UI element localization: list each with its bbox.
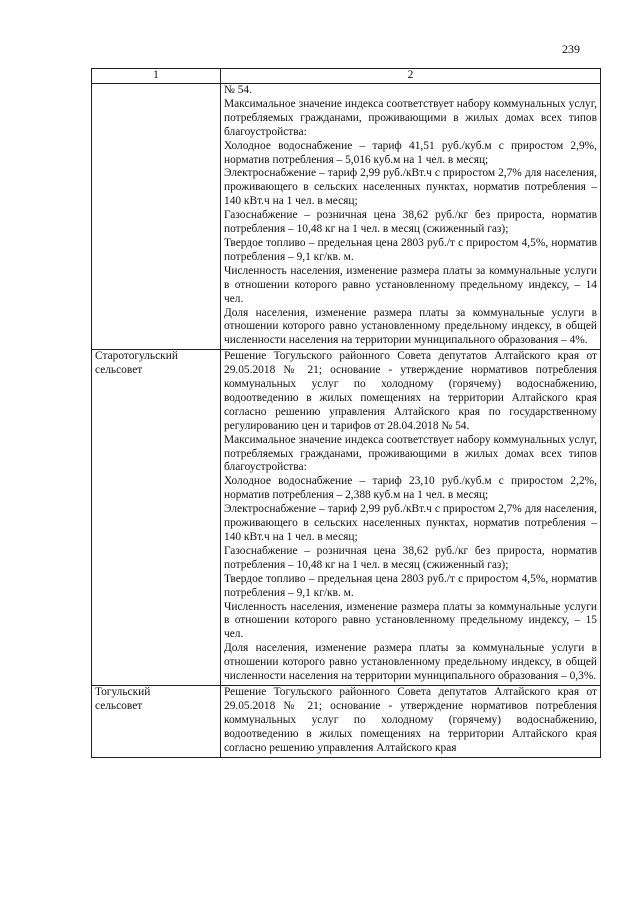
paragraph: Максимальное значение индекса соответствует набору коммунальных услуг, потребляемых гражданами, проживающими в жилых домах всех типов благоустройства:	[224, 97, 597, 138]
settlement-name: Старотогульский сельсовет	[95, 350, 178, 377]
settlement-cell	[92, 350, 221, 686]
table-row	[92, 350, 601, 686]
table-header-row	[92, 69, 601, 84]
paragraph: Численность населения, изменение размера платы за коммунальные услуги в отношении которого равно установленному предельному индексу, – 15 чел.	[224, 600, 597, 641]
settlement-cell	[92, 685, 221, 757]
page-number: 239	[562, 42, 580, 56]
paragraph: Твердое топливо – предельная цена 2803 руб./т с приростом 4,5%, норматив потребления – 9,1 кг/кв. м.	[224, 236, 597, 263]
paragraph: Газоснабжение – розничная цена 38,62 руб./кг без прироста, норматив потребления – 10,48 кг на 1 чел. в месяц (сжиженный газ);	[224, 544, 597, 571]
paragraph: Доля населения, изменение размера платы за коммунальные услуги в отношении которого равно установленному предельному индексу, в общей численности населения на территории муниципального образования – 0,3%.	[224, 642, 597, 683]
paragraph: Решение Тогульского районного Совета депутатов Алтайского края от 29.05.2018 № 21; основание - утверждение нормативов потребления коммунальных услуг по холодному (горячему) водоснабжению, водоотведению в жилых помещениях на территории Алтайского края согласно решению управления Алтайского края по государственному регулированию цен и тарифов от 28.04.2018 № 54.	[224, 350, 597, 432]
paragraph: Доля населения, изменение размера платы за коммунальные услуги в отношении которого равно установленному предельному индексу, в общей численности населения на территории муниципального образования – 4%.	[224, 306, 597, 347]
table-row	[92, 685, 601, 757]
table-row	[92, 84, 601, 350]
paragraph: Твердое топливо – предельная цена 2803 руб./т с приростом 4,5%, норматив потребления – 9,1 кг/кв. м.	[224, 572, 597, 599]
description-cell	[221, 685, 601, 757]
paragraph: Холодное водоснабжение – тариф 41,51 руб./куб.м с приростом 2,9%, норматив потребления – 5,016 куб.м на 1 чел. в месяц;	[224, 139, 597, 166]
column-header-2: 2	[221, 69, 601, 84]
description-cell	[221, 84, 601, 350]
paragraph: Электроснабжение – тариф 2,99 руб./кВт.ч с приростом 2,7% для населения, проживающего в сельских населенных пунктах, норматив потребления – 140 кВт.ч на 1 чел. в месяц;	[224, 503, 597, 543]
paragraph: Максимальное значение индекса соответствует набору коммунальных услуг, потребляемых гражданами, проживающими в жилых домах всех типов благоустройства:	[224, 433, 597, 474]
paragraph: Холодное водоснабжение – тариф 23,10 руб./куб.м с приростом 2,2%, норматив потребления – 2,388 куб.м на 1 чел. в месяц;	[224, 475, 597, 502]
column-header-1: 1	[92, 69, 221, 84]
paragraph: Решение Тогульского районного Совета депутатов Алтайского края от 29.05.2018 № 21; основание - утверждение нормативов потребления коммунальных услуг по холодному (горячему) водоснабжению, водоотведению в жилых помещениях на территории Алтайского края согласно решению управления Алтайского края	[224, 685, 597, 754]
settlement-cell	[92, 84, 221, 350]
description-cell	[221, 350, 601, 686]
paragraph: Газоснабжение – розничная цена 38,62 руб./кг без прироста, норматив потребления – 10,48 кг на 1 чел. в месяц (сжиженный газ);	[224, 209, 597, 236]
paragraph: № 54.	[224, 84, 252, 96]
paragraph: Численность населения, изменение размера платы за коммунальные услуги в отношении которого равно установленному предельному индексу, – 14 чел.	[224, 264, 597, 305]
tariff-table	[91, 68, 601, 758]
settlement-name: Тогульский сельсовет	[95, 685, 151, 712]
paragraph: Электроснабжение – тариф 2,99 руб./кВт.ч с приростом 2,7% для населения, проживающего в сельских населенных пунктах, норматив потребления – 140 кВт.ч на 1 чел. в месяц;	[224, 167, 597, 208]
